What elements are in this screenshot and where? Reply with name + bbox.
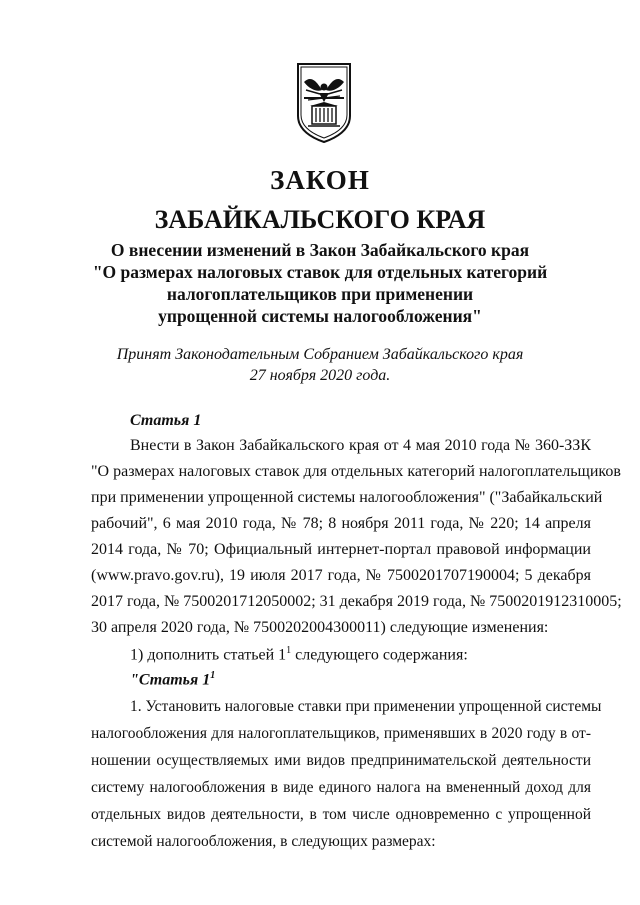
subtitle-line-2: "О размерах налоговых ставок для отдельных категорий — [92, 262, 548, 282]
article-1-line: 2017 года, № 7500201712050002; 31 декабря 2019 года, № 7500201912310005; — [91, 593, 622, 610]
subtitle-line-3: налогоплательщиков при применении — [166, 284, 474, 304]
amendment-item-1-sup: 1 — [286, 645, 292, 656]
article-1-heading: Статья 1 — [130, 412, 202, 429]
amendment-item-1-rest: следующего содержания: — [291, 646, 468, 664]
article-1-line: Внести в Закон Забайкальского края от 4 мая 2010 года № 360-ЗЗК — [130, 437, 591, 454]
article-1-1-line: 1. Установить налоговые ставки при применении упрощенной системы — [130, 698, 602, 715]
article-1-1-heading — [130, 670, 215, 689]
amendment-item-1-text: 1) дополнить статьей 1 — [130, 646, 287, 664]
adopted-line-2: 27 ноября 2020 года. — [249, 367, 391, 384]
article-1-1-line: отдельных видов деятельности, в том числе одновременно с упрощенной — [91, 806, 591, 823]
coat-of-arms-icon — [294, 60, 354, 144]
article-1-line: "О размерах налоговых ставок для отдельных категорий налогоплательщиков — [91, 463, 621, 480]
article-1-1-line: систему налогообложения в виде единого налога на вмененный доход для — [91, 779, 591, 796]
subtitle-line-4: упрощенной системы налогообложения" — [158, 306, 482, 326]
document-title: ЗАКОН — [270, 165, 370, 195]
article-1-1-line: системой налогообложения, в следующих размерах: — [91, 833, 436, 850]
document-region: ЗАБАЙКАЛЬСКОГО КРАЯ — [154, 205, 486, 234]
subtitle-line-1: О внесении изменений в Закон Забайкальского края — [110, 240, 530, 260]
article-1-line: рабочий", 6 мая 2010 года, № 78; 8 ноября 2011 года, № 220; 14 апреля — [91, 515, 591, 532]
article-1-1-line: ношении осуществляемых ими видов предпринимательской деятельности — [91, 752, 591, 769]
amendment-item-1 — [130, 645, 468, 664]
article-1-1-heading-text: "Статья 1 — [130, 671, 211, 689]
article-1-1-line: налогообложения для налогоплательщиков, применявших в 2020 году в от- — [91, 725, 591, 742]
article-1-1-heading-sup: 1 — [210, 670, 216, 681]
adopted-line-1: Принят Законодательным Собранием Забайкальского края — [116, 346, 524, 363]
article-1-line: (www.pravo.gov.ru), 19 июля 2017 года, № 7500201707190004; 5 декабря — [91, 567, 591, 584]
article-1-line: 30 апреля 2020 года, № 7500202004300011) следующие изменения: — [91, 619, 549, 636]
article-1-line: 2014 года, № 70; Официальный интернет-портал правовой информации — [91, 541, 591, 558]
article-1-line: при применении упрощенной системы налогообложения" ("Забайкальский — [91, 489, 603, 506]
